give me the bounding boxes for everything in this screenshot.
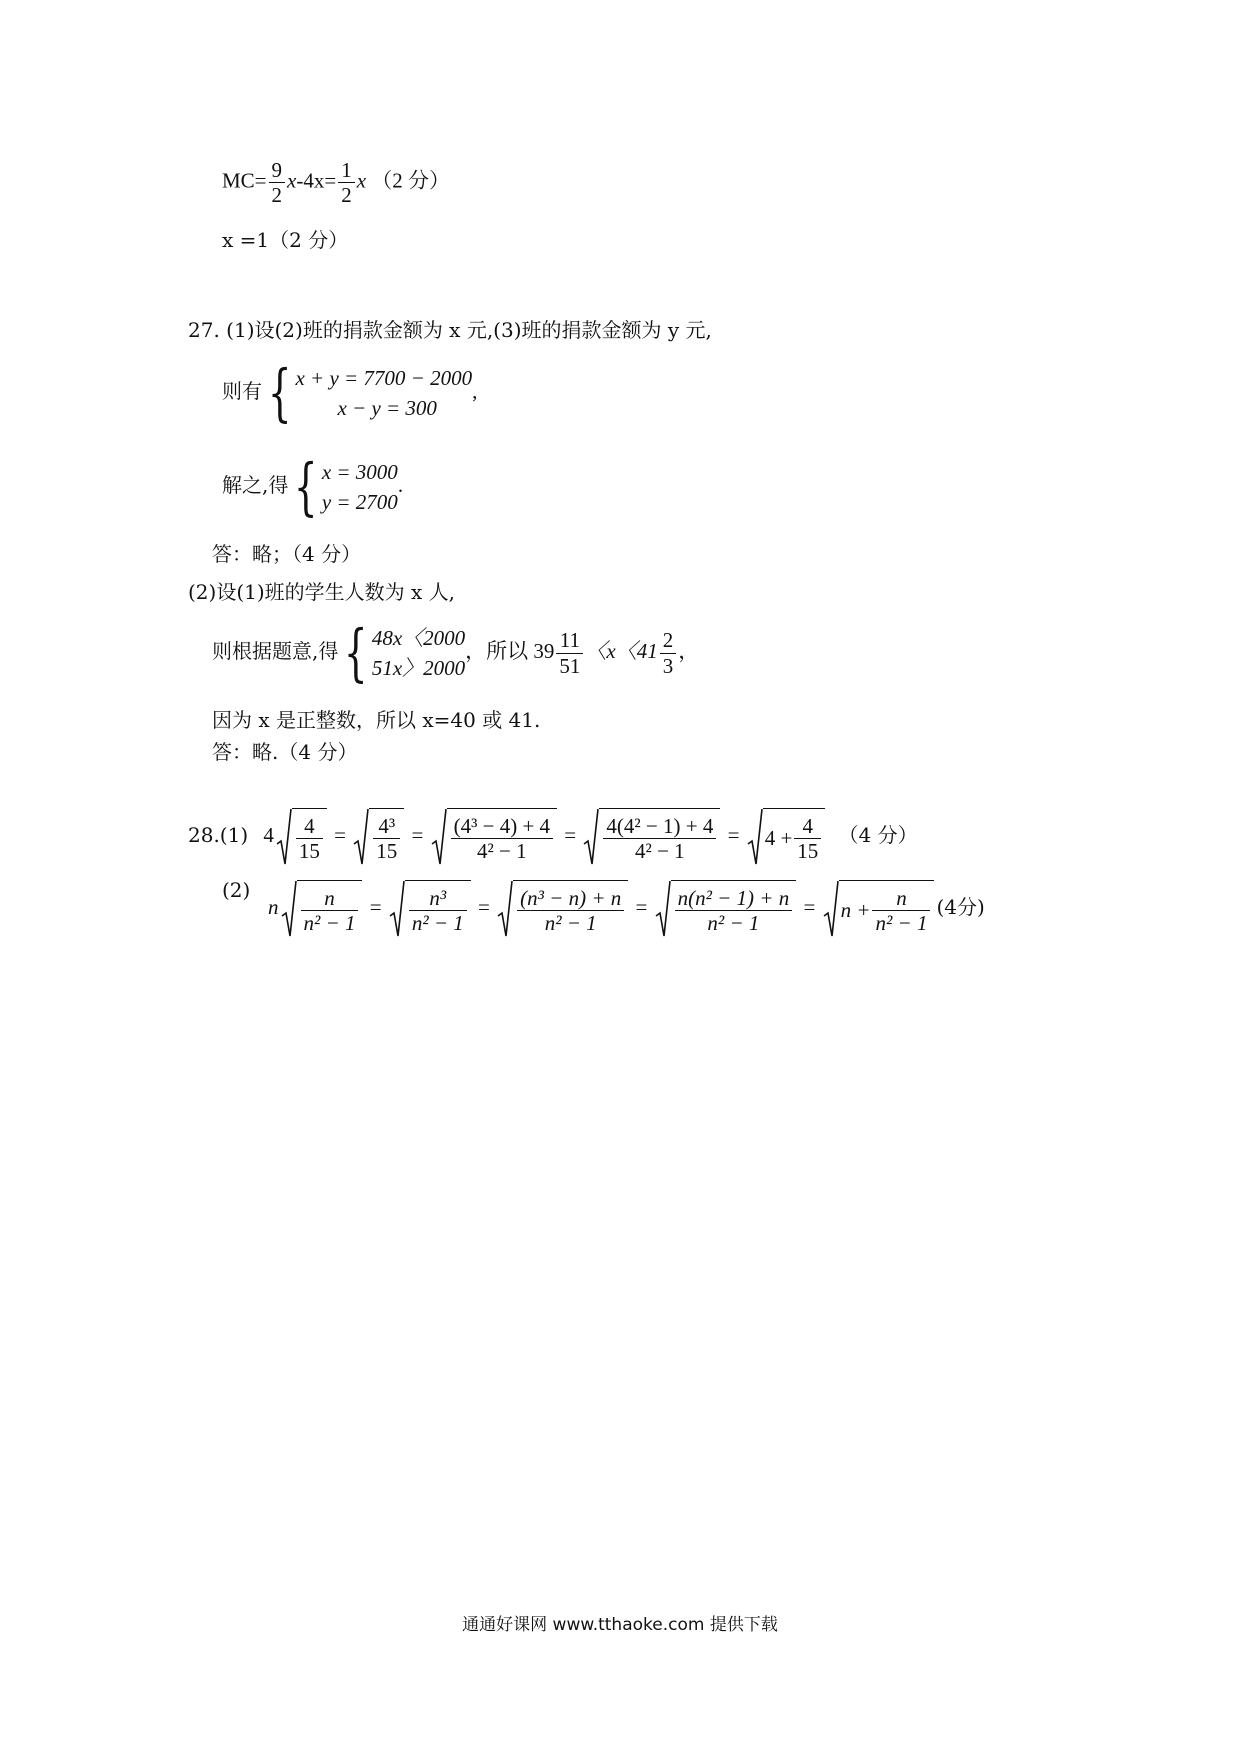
equals-sign: =	[564, 822, 577, 847]
radical-sign-icon	[389, 880, 405, 938]
equation-2: x − y = 300	[337, 396, 437, 420]
q26-mc-line: MC= $\frac{9}{2}$ x-4x= $\frac{1}{2}$ x （2 分）	[222, 158, 451, 208]
left-brace-icon: {	[267, 356, 292, 429]
radical-4	[583, 808, 720, 866]
radical-3	[497, 880, 628, 938]
left-brace-icon: {	[294, 450, 318, 523]
frac-denominator: n² − 1	[544, 911, 597, 935]
coefficient: n	[268, 894, 279, 919]
radical-sign-icon	[431, 808, 447, 866]
radical-sign-icon	[353, 808, 369, 866]
q27-answer-1: 答：略；（4 分）	[212, 542, 362, 566]
frac-denominator: 4² − 1	[476, 839, 527, 863]
q28-score-1: （4 分）	[838, 822, 918, 847]
frac-numerator: 2	[660, 628, 677, 653]
equation-system	[295, 363, 472, 424]
q27-inequality-line	[212, 616, 700, 689]
q28-part1-line	[188, 808, 918, 866]
equals-sign: =	[369, 894, 382, 919]
equals-sign: =	[803, 894, 816, 919]
radical-sign-icon	[747, 808, 763, 866]
q26-mid-text: -4x=	[296, 168, 337, 193]
frac-numerator: n	[301, 886, 359, 911]
equals-sign: =	[478, 894, 490, 919]
frac-denominator: 15	[797, 839, 819, 863]
radical-5	[747, 808, 826, 866]
frac-denominator: 51	[559, 653, 581, 678]
frac-denominator: n² − 1	[303, 911, 356, 935]
radical-lead-term: 4 +	[764, 826, 793, 850]
radical-sign-icon	[276, 808, 292, 866]
comma: ，	[678, 638, 700, 663]
frac-numerator: 4	[296, 814, 323, 839]
q27-intro: 27. (1)设(2)班的捐款金额为 x 元,(3)班的捐款金额为 y 元,	[188, 318, 712, 342]
frac-numerator: n³	[409, 886, 467, 911]
radical-3	[431, 808, 557, 866]
q27-between: 〈x〈41	[585, 638, 658, 663]
q27-solution	[222, 450, 404, 523]
frac-numerator: 11	[556, 628, 583, 653]
q28-label-2: (2)	[222, 878, 251, 902]
equals-sign: =	[334, 822, 346, 847]
q27-so-label: ，所以 39	[465, 638, 555, 663]
radical-sign-icon	[655, 880, 671, 938]
coefficient: 4	[263, 822, 274, 847]
frac-denominator: 15	[376, 839, 398, 863]
frac-denominator: 2	[271, 183, 283, 208]
equals-sign: =	[411, 822, 424, 847]
frac-numerator: n(n² − 1) + n	[675, 886, 793, 911]
frac-numerator: 4(4² − 1) + 4	[603, 814, 716, 839]
solution-y: y = 2700	[321, 490, 398, 514]
radical-5	[823, 880, 935, 938]
equation-1: x + y = 7700 − 2000	[295, 365, 473, 390]
q27-solve-label: 解之,得	[222, 472, 289, 497]
q27-answer-2: 答：略.（4 分）	[212, 740, 358, 764]
equals-sign: =	[635, 894, 648, 919]
radical-sign-icon	[281, 880, 297, 938]
q27-conclusion: 因为 x 是正整数，所以 x=40 或 41.	[212, 708, 541, 732]
left-brace-icon: {	[344, 616, 368, 689]
frac-denominator: n² − 1	[707, 911, 760, 935]
q28-part2-line	[268, 880, 985, 938]
frac-numerator: (4³ − 4) + 4	[451, 814, 553, 839]
frac-numerator: 4	[794, 814, 821, 839]
inequality-1: 48x〈2000	[371, 625, 466, 650]
radical-2	[389, 880, 471, 938]
frac-numerator: 1	[338, 158, 355, 183]
fraction-2-3	[660, 628, 677, 677]
q27-part2-intro: (2)设(1)班的学生人数为 x 人,	[188, 580, 456, 604]
frac-denominator: n² − 1	[875, 911, 928, 935]
inequality-system	[372, 623, 465, 684]
radical-sign-icon	[823, 880, 839, 938]
fraction-11-51	[556, 628, 583, 677]
comma: ,	[472, 378, 478, 403]
frac-numerator: 4³	[373, 814, 400, 839]
q26-result-line: x =1（2 分）	[222, 228, 349, 252]
q26-mc-prefix: MC=	[222, 168, 267, 193]
frac-denominator: 2	[341, 183, 352, 208]
period: .	[397, 472, 404, 497]
frac-numerator: 9	[269, 158, 286, 183]
frac-numerator: n	[872, 886, 930, 911]
q26-fraction-one-half	[338, 158, 355, 207]
solution-x: x = 3000	[321, 459, 398, 484]
q27-system-equations	[222, 356, 478, 429]
q26-score: （2 分）	[371, 168, 451, 193]
radical-4	[655, 880, 797, 938]
q27-then-label: 则有	[222, 378, 262, 403]
q27-ineq-label: 则根据题意,得	[212, 638, 339, 663]
frac-denominator: 15	[298, 839, 320, 863]
solution-system	[322, 457, 398, 518]
frac-denominator: 4² − 1	[635, 839, 685, 863]
frac-denominator: n² − 1	[411, 911, 464, 935]
radical-2	[353, 808, 404, 866]
radical-1	[281, 880, 363, 938]
q28-label-1: 28.(1)	[188, 822, 249, 847]
frac-denominator: 3	[662, 653, 674, 678]
radical-sign-icon	[583, 808, 599, 866]
inequality-2: 51x〉2000	[371, 656, 466, 680]
equals-sign: =	[727, 822, 740, 847]
frac-numerator: (n³ − n) + n	[517, 886, 624, 911]
radical-sign-icon	[497, 880, 513, 938]
q26-fraction-nine-halves	[269, 158, 286, 207]
footer-download-notice: 通通好课网 www.tthaoke.com 提供下载	[462, 1615, 778, 1635]
q28-score-2: (4分)	[936, 894, 985, 919]
radical-1	[276, 808, 327, 866]
radical-lead-term: n +	[840, 898, 871, 922]
